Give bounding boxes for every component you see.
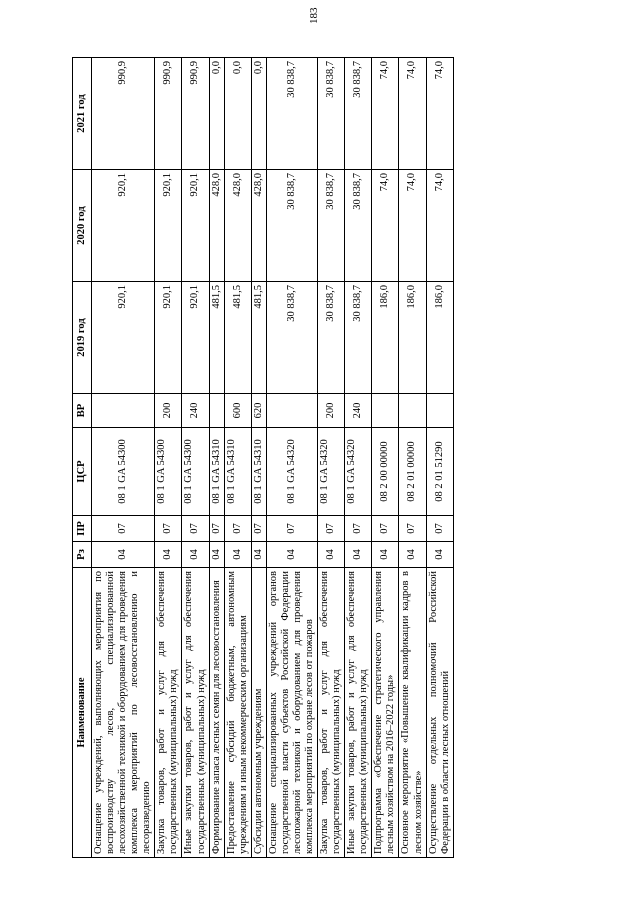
header-pr: ПР [73, 516, 92, 542]
row-csr: 08 1 GA 54310 [251, 428, 266, 516]
row-pr: 07 [251, 516, 266, 542]
row-name: Иные закупки товаров, работ и услуг для обеспечения государственных (муниципальных) нужд [345, 568, 372, 858]
row-rz: 04 [155, 542, 182, 568]
row-csr: 08 1 GA 54300 [182, 428, 209, 516]
row-csr: 08 2 01 51290 [426, 428, 453, 516]
row-2019: 920,1 [155, 282, 182, 394]
row-2020: 74,0 [399, 170, 426, 282]
table-row [318, 58, 345, 858]
row-pr: 07 [372, 516, 399, 542]
row-2020: 30 838,7 [345, 170, 372, 282]
row-name: Иные закупки товаров, работ и услуг для обеспечения государственных (муниципальных) нужд [182, 568, 209, 858]
header-name: Наименование [73, 568, 92, 858]
row-2021: 30 838,7 [345, 58, 372, 170]
row-2019: 30 838,7 [318, 282, 345, 394]
row-rz: 04 [92, 542, 155, 568]
row-csr: 08 1 GA 54300 [155, 428, 182, 516]
row-pr: 07 [92, 516, 155, 542]
table-row [209, 58, 224, 858]
row-rz: 04 [224, 542, 251, 568]
row-rz: 04 [266, 542, 317, 568]
row-vr [426, 394, 453, 428]
row-2019: 186,0 [399, 282, 426, 394]
header-2020: 2020 год [73, 170, 92, 282]
row-name: Субсидии автономным учреждениям [251, 568, 266, 858]
row-2020: 30 838,7 [318, 170, 345, 282]
row-2021: 990,9 [92, 58, 155, 170]
row-rz: 04 [426, 542, 453, 568]
budget-table [72, 57, 454, 858]
row-pr: 07 [318, 516, 345, 542]
row-2019: 920,1 [182, 282, 209, 394]
table-row [224, 58, 251, 858]
row-rz: 04 [345, 542, 372, 568]
row-rz: 04 [182, 542, 209, 568]
row-2021: 0,0 [224, 58, 251, 170]
row-vr: 600 [224, 394, 251, 428]
row-2020: 920,1 [182, 170, 209, 282]
row-vr: 200 [318, 394, 345, 428]
row-2019: 481,5 [224, 282, 251, 394]
row-csr: 08 1 GA 54320 [318, 428, 345, 516]
row-vr [372, 394, 399, 428]
table-header-row [73, 58, 92, 858]
row-pr: 07 [266, 516, 317, 542]
row-2021: 0,0 [251, 58, 266, 170]
row-2019: 30 838,7 [266, 282, 317, 394]
row-name: Осуществление отдельных полномочий Российской Федерации в области лесных отношений [426, 568, 453, 858]
row-vr: 240 [182, 394, 209, 428]
row-name: Оснащение специализированных учреждений органов государственной власти субъектов Российской Федерации лесопожарной техникой и оборудованием для проведения комплекса мероприятий по охране лесов от пожаров [266, 568, 317, 858]
row-name: Формирование запаса лесных семян для лесовосстановления [209, 568, 224, 858]
row-name: Закупка товаров, работ и услуг для обеспечения государственных (муниципальных) нужд [318, 568, 345, 858]
row-vr: 620 [251, 394, 266, 428]
row-pr: 07 [345, 516, 372, 542]
row-vr [209, 394, 224, 428]
row-2020: 74,0 [426, 170, 453, 282]
row-rz: 04 [251, 542, 266, 568]
row-2020: 74,0 [372, 170, 399, 282]
row-csr: 08 1 GA 54300 [92, 428, 155, 516]
header-2021: 2021 год [73, 58, 92, 170]
row-2021: 990,9 [182, 58, 209, 170]
row-2020: 30 838,7 [266, 170, 317, 282]
row-vr [266, 394, 317, 428]
table-row [399, 58, 426, 858]
row-pr: 07 [182, 516, 209, 542]
row-name: Подпрограмма «Обеспечение стратегического управления лесным хозяйством на 2016–2022 годы» [372, 568, 399, 858]
row-csr: 08 1 GA 54310 [209, 428, 224, 516]
row-2021: 74,0 [372, 58, 399, 170]
row-rz: 04 [372, 542, 399, 568]
row-2019: 186,0 [426, 282, 453, 394]
table-row [251, 58, 266, 858]
row-2021: 74,0 [399, 58, 426, 170]
row-2021: 0,0 [209, 58, 224, 170]
table-row [426, 58, 453, 858]
row-2021: 30 838,7 [318, 58, 345, 170]
row-rz: 04 [209, 542, 224, 568]
row-rz: 04 [318, 542, 345, 568]
header-rz: Рз [73, 542, 92, 568]
table-row [155, 58, 182, 858]
row-pr: 07 [155, 516, 182, 542]
row-2020: 428,0 [251, 170, 266, 282]
row-name: Оснащение учреждений, выполняющих мероприятия по воспроизводству лесов, специализированной лесохозяйственной техникой и оборудованием для проведения комплекса мероприятий по лесовосстановлению и лесоразведению [92, 568, 155, 858]
row-2019: 481,5 [251, 282, 266, 394]
table-row [266, 58, 317, 858]
row-2020: 428,0 [224, 170, 251, 282]
row-pr: 07 [209, 516, 224, 542]
table-row [182, 58, 209, 858]
row-csr: 08 1 GA 54310 [224, 428, 251, 516]
header-vr: ВР [73, 394, 92, 428]
row-2019: 920,1 [92, 282, 155, 394]
row-csr: 08 1 GA 54320 [266, 428, 317, 516]
row-rz: 04 [399, 542, 426, 568]
row-2021: 990,9 [155, 58, 182, 170]
row-pr: 07 [426, 516, 453, 542]
rotated-table-container [72, 58, 552, 858]
row-name: Основное мероприятие «Повышение квалификации кадров в лесном хозяйстве» [399, 568, 426, 858]
table-row [92, 58, 155, 858]
row-vr [92, 394, 155, 428]
header-csr: ЦСР [73, 428, 92, 516]
row-2019: 481,5 [209, 282, 224, 394]
row-2020: 920,1 [155, 170, 182, 282]
row-csr: 08 1 GA 54320 [345, 428, 372, 516]
table-row [372, 58, 399, 858]
row-pr: 07 [399, 516, 426, 542]
row-csr: 08 2 00 00000 [372, 428, 399, 516]
page-number: 183 [308, 7, 320, 24]
row-name: Закупка товаров, работ и услуг для обеспечения государственных (муниципальных) нужд [155, 568, 182, 858]
row-vr: 200 [155, 394, 182, 428]
row-pr: 07 [224, 516, 251, 542]
header-2019: 2019 год [73, 282, 92, 394]
row-vr: 240 [345, 394, 372, 428]
row-2021: 74,0 [426, 58, 453, 170]
row-name: Предоставление субсидий бюджетным, автономным учреждениям и иным некоммерческим организациям [224, 568, 251, 858]
row-vr [399, 394, 426, 428]
row-2020: 428,0 [209, 170, 224, 282]
row-2019: 30 838,7 [345, 282, 372, 394]
table-row [345, 58, 372, 858]
row-2020: 920,1 [92, 170, 155, 282]
row-2021: 30 838,7 [266, 58, 317, 170]
row-2019: 186,0 [372, 282, 399, 394]
row-csr: 08 2 01 00000 [399, 428, 426, 516]
